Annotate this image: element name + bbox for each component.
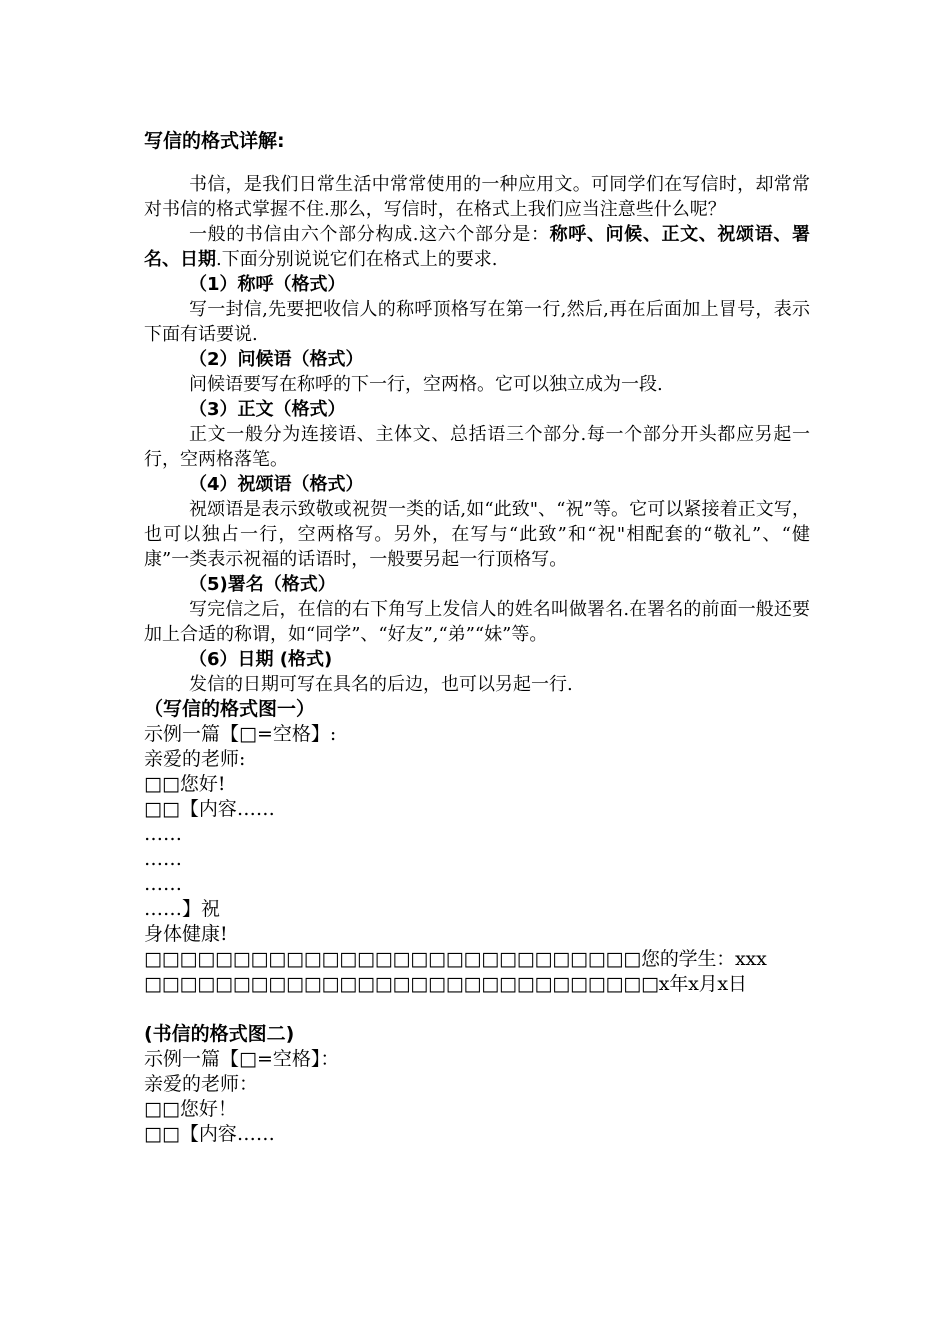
example1-date-line: □□□□□□□□□□□□□□□□□□□□□□□□□□□□□x年x月x日 [144, 973, 747, 995]
example2-line: □□【内容…… [144, 1123, 275, 1145]
section-heading-signature: （5)署名（格式） [189, 574, 336, 595]
section-heading-greeting: （2）问候语（格式） [189, 349, 364, 370]
example1-line: 亲爱的老师: [144, 748, 246, 770]
intro-paragraph-2 [144, 222, 810, 272]
intro-paragraph-1: 书信，是我们日常生活中常常使用的一种应用文。可同学们在写信时，却常常对书信的格式掌握不住.那么，写信时，在格式上我们应当注意些什么呢？ [144, 174, 810, 220]
example1-line: ……】祝 [144, 898, 221, 920]
blank-line [144, 997, 810, 1022]
section-heading-salutation: （1）称呼（格式） [189, 274, 346, 295]
example1-line: □□您好! [144, 773, 226, 795]
example1-signature-line: □□□□□□□□□□□□□□□□□□□□□□□□□□□□您的学生：xxx [144, 948, 767, 970]
section-heading-body: （3）正文（格式） [189, 399, 346, 420]
example1-line: 身体健康! [144, 923, 228, 945]
section-heading-blessing: （4）祝颂语（格式） [189, 474, 364, 495]
section-text-blessing: 祝颂语是表示致敬或祝贺一类的话,如“此致"、“祝”等。它可以紧接着正文写，也可以独占一行，空两格写。另外，在写与“此致”和“祝"相配套的“敬礼”、“健康”一类表示祝福的话语时，一般要另起一行顶格写。 [144, 499, 810, 570]
example1-line: 示例一篇【□=空格】: [144, 723, 337, 745]
example2-line: 示例一篇【□=空格】： [144, 1048, 340, 1070]
example1-line: …… [144, 848, 182, 870]
figure-2-caption: (书信的格式图二) [144, 1023, 295, 1045]
intro-p2-bold: 称呼、问候、正文、祝颂语、署名、日期 [144, 224, 810, 270]
document-body [144, 172, 810, 1147]
intro-p2-pre: 一般的书信由六个部分构成.这六个部分是： [189, 224, 550, 245]
section-text-greeting: 问候语要写在称呼的下一行，空两格。它可以独立成为一段. [189, 374, 663, 395]
example1-line: …… [144, 823, 182, 845]
example1-line: □□【内容…… [144, 798, 275, 820]
section-text-body: 正文一般分为连接语、主体文、总括语三个部分.每一个部分开头都应另起一行，空两格落笔。 [144, 424, 810, 470]
intro-p2-post: .下面分别说说它们在格式上的要求. [216, 249, 498, 270]
section-text-salutation: 写一封信,先要把收信人的称呼顶格写在第一行,然后,再在后面加上冒号，表示下面有话要说. [144, 299, 810, 345]
section-text-signature: 写完信之后，在信的右下角写上发信人的姓名叫做署名.在署名的前面一般还要加上合适的称谓，如“同学”、“好友”,“弟”“妹”等。 [144, 599, 810, 645]
section-text-date: 发信的日期可写在具名的后边，也可以另起一行. [189, 674, 573, 695]
section-heading-date: （6）日期 (格式) [189, 649, 333, 670]
example1-line: …… [144, 873, 182, 895]
example2-line: 亲爱的老师： [144, 1073, 259, 1095]
example2-line: □□您好！ [144, 1098, 237, 1120]
document-title: 写信的格式详解: [144, 130, 285, 152]
figure-1-caption: （写信的格式图一） [144, 698, 316, 720]
